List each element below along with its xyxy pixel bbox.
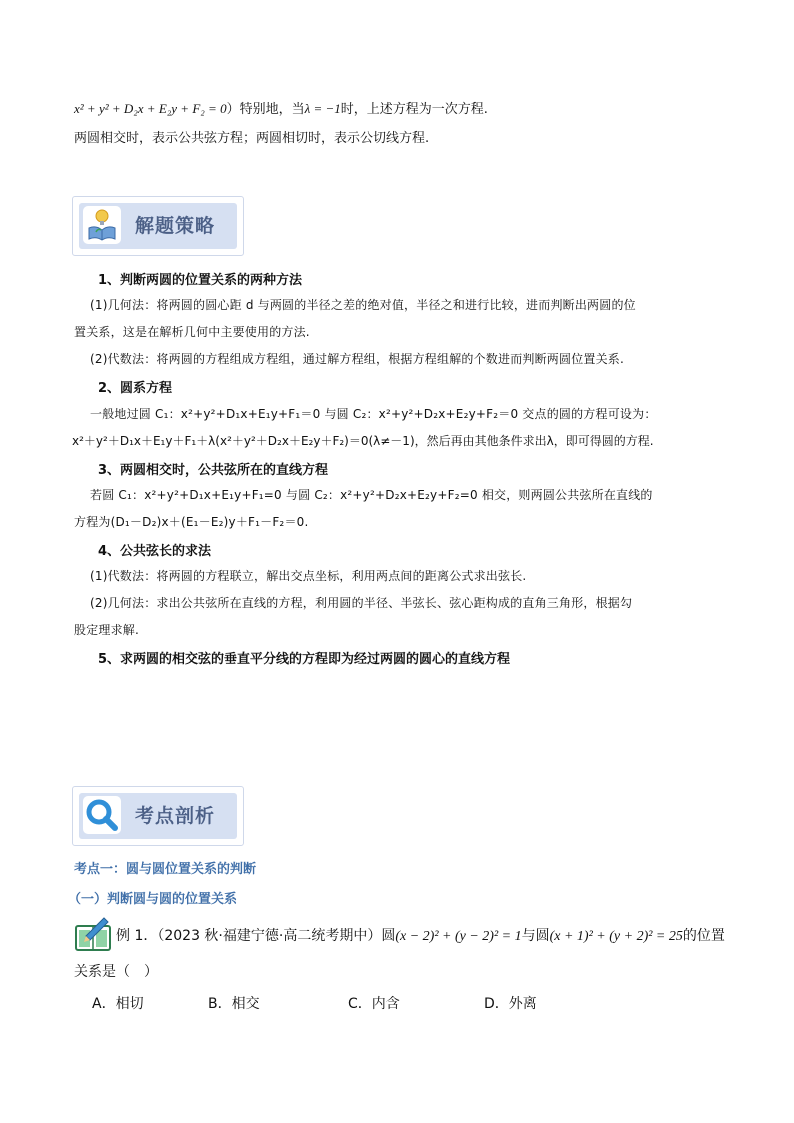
strategy-heading-2: 2、圆系方程	[98, 381, 173, 396]
example-1-line-2: 关系是（ ）	[74, 964, 158, 980]
strategy-heading-4: 4、公共弦长的求法	[98, 544, 212, 559]
strategy-para-3a: 一般地过圆 C₁：x²+y²+D₁x+E₁y+F₁＝0 与圆 C₂：x²+y²+D₂x+E₂y+F₂＝0 交点的圆的方程可设为：	[90, 407, 657, 421]
intro-equation: x² + y² + D₂x + E₂y + F₂ = 0	[74, 101, 227, 116]
analysis-banner	[72, 786, 244, 846]
strategy-para-6b: 股定理求解.	[74, 623, 140, 637]
intro-line-2: 两圆相交时，表示公共弦方程；两圆相切时，表示公切线方程.	[74, 131, 430, 146]
strategy-para-1a: (1)几何法：将两圆的圆心距 d 与两圆的半径之差的绝对值，半径之和进行比较，进而判断出两圆的位	[90, 298, 636, 312]
intro-line-1	[74, 100, 488, 119]
strategy-banner-title: 解题策略	[135, 215, 216, 237]
intro-text: ）特别地，当	[226, 102, 305, 117]
example-1-eq-2: (x + 1)² + (y + 2)² = 25	[549, 929, 683, 944]
strategy-para-2: (2)代数法：将两圆的方程组成方程组，通过解方程组，根据方程组解的个数进而判断两圆位置关系.	[90, 352, 625, 366]
strategy-heading-1: 1、判断两圆的位置关系的两种方法	[98, 273, 303, 288]
strategy-para-4a: 若圆 C₁：x²+y²+D₁x+E₁y+F₁=0 与圆 C₂：x²+y²+D₂x+E₂y+F₂=0 相交，则两圆公共弦所在直线的	[90, 488, 653, 502]
example-1-prefix: 例 1．（2023 秋·福建宁德·高二统考期中）圆	[116, 928, 396, 944]
strategy-para-5: (1)代数法：将两圆的方程联立，解出交点坐标，利用两点间的距离公式求出弦长.	[90, 569, 527, 583]
magnifier-icon	[83, 796, 121, 834]
option-d[interactable]: D．外离	[484, 996, 537, 1012]
topic-heading: 考点一：圆与圆位置关系的判断	[74, 862, 257, 877]
strategy-banner	[72, 196, 244, 256]
book-lightbulb-icon	[83, 206, 121, 244]
example-1-mid: 与圆	[521, 928, 550, 944]
example-1-eq-1: (x − 2)² + (y − 2)² = 1	[395, 929, 522, 944]
option-c[interactable]: C．内含	[348, 996, 400, 1012]
strategy-heading-3: 3、两圆相交时，公共弦所在的直线方程	[98, 463, 329, 478]
intro-text-end: 时，上述方程为一次方程.	[340, 102, 488, 117]
option-b[interactable]: B．相交	[208, 996, 260, 1012]
option-a[interactable]: A．相切	[92, 996, 144, 1012]
strategy-para-3b: x²＋y²＋D₁x＋E₁y＋F₁＋λ(x²＋y²＋D₂x＋E₂y＋F₂)＝0(λ≠－1)，然后再由其他条件求出λ，即可得圆的方程.	[72, 434, 654, 448]
subtopic-heading: （一）判断圆与圆的位置关系	[68, 892, 238, 907]
example-1-tail: 的位置	[682, 928, 725, 944]
strategy-para-4b: 方程为(D₁－D₂)x＋(E₁－E₂)y＋F₁－F₂＝0.	[74, 515, 309, 529]
analysis-banner-title: 考点剖析	[135, 805, 216, 827]
pencil-book-icon	[74, 916, 114, 952]
example-1-line-1	[116, 925, 725, 945]
strategy-para-1b: 置关系，这是在解析几何中主要使用的方法.	[74, 325, 310, 339]
strategy-heading-5: 5、求两圆的相交弦的垂直平分线的方程即为经过两圆的圆心的直线方程	[98, 652, 511, 667]
strategy-para-6a: (2)几何法：求出公共弦所在直线的方程，利用圆的半径、半弦长、弦心距构成的直角三角形，根据勾	[90, 596, 633, 610]
intro-lambda: λ = −1	[304, 101, 341, 116]
